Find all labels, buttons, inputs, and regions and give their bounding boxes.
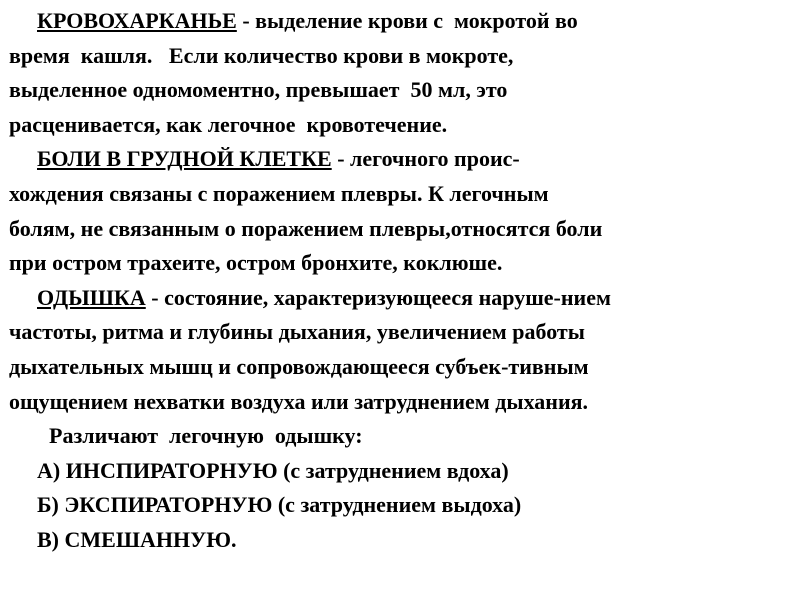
dyspnea-type-mixed: В) СМЕШАННУЮ. [37,526,237,552]
dyspnea-definition-start: - состояние, характеризующееся наруше-нием [145,284,611,310]
dyspnea-term: ОДЫШКА [37,284,146,310]
dyspnea-type-expiratory: Б) ЭКСПИРАТОРНУЮ (с затруднением выдоха) [37,492,522,518]
hemoptysis-line-1 [9,4,794,39]
chest-pain-term: БОЛИ В ГРУДНОЙ КЛЕТКЕ [37,146,332,172]
chest-pain-line-3: болям, не связанным о поражением плевры,относятся боли [9,215,603,241]
dyspnea-line-2: частоты, ритма и глубины дыхания, увеличением работы [9,319,585,345]
chest-pain-line-1 [9,142,794,177]
chest-pain-definition-start: - легочного проис- [331,146,520,172]
hemoptysis-definition-start: - выделение крови с мокротой во [236,8,578,33]
chest-pain-line-4: при остром трахеите, остром бронхите, коклюше. [9,250,503,276]
hemoptysis-line-2: время кашля. Если количество крови в мокроте, [9,42,514,68]
hemoptysis-line-3: выделенное одномоментно, превышает 50 мл, это [9,77,508,103]
slide-text [9,4,794,558]
dyspnea-line-3: дыхательных мышц и сопровождающееся субъек-тивным [9,353,589,379]
dyspnea-line-4: ощущением нехватки воздуха или затруднением дыхания. [9,388,589,414]
hemoptysis-line-4: расценивается, как легочное кровотечение. [9,111,448,137]
chest-pain-line-2: хождения связаны с поражением плевры. К легочным [9,180,549,206]
hemoptysis-term: КРОВОХАРКАНЬЕ [37,8,237,33]
dyspnea-line-1 [9,281,794,316]
dyspnea-types-intro: Различают легочную одышку: [49,423,363,449]
dyspnea-type-inspiratory: А) ИНСПИРАТОРНУЮ (с затруднением вдоха) [37,457,509,483]
